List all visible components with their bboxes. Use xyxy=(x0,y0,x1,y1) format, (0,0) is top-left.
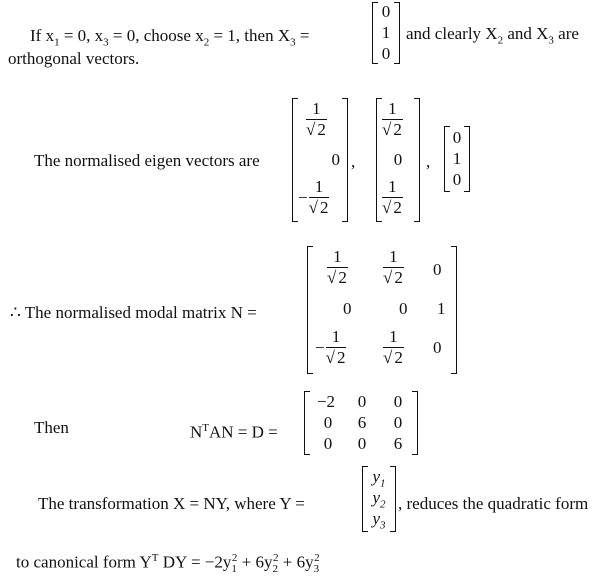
sub-2: 2 xyxy=(203,36,210,49)
ev3-entry-3: 0 xyxy=(452,170,462,189)
n-r2c3: 1 xyxy=(437,299,446,318)
ev2-entry-1: $\frac{1}{√ 2}$ xyxy=(382,99,402,139)
n-r1c1: $\frac{1}{√ 2}$ xyxy=(327,247,347,287)
canonical-form: to canonical form $Y^T$ DY = $-2y_1^2 + 6y_2^2 + 6y_3^2$ xyxy=(16,552,320,576)
ev1-entry-1: $\frac{1}{√ 2}$ xyxy=(306,99,326,139)
sub-x3: 3 xyxy=(290,36,296,49)
line-2-text: orthogonal vectors. xyxy=(8,49,140,68)
line-1-tail: and clearly $X_2$ and $X_3$ are xyxy=(406,24,579,47)
then-label: Then xyxy=(34,418,69,437)
n-r3c1: − $\frac{1}{√ 2}$ xyxy=(315,327,346,367)
ev2-entry-2: 0 xyxy=(393,150,403,169)
x3-entry-2: 1 xyxy=(381,23,391,42)
eigen-vector-3 xyxy=(444,126,470,192)
normalised-label: The normalised eigen vectors are xyxy=(34,151,260,170)
d-r2c2: 6 xyxy=(357,413,367,432)
d-r3c3: 6 xyxy=(393,434,403,453)
ev3-entry-2: 1 xyxy=(452,149,462,168)
n-r2c1: 0 xyxy=(343,299,352,318)
text-and-clearly: and clearly X xyxy=(406,24,498,43)
d-r3c1: 0 xyxy=(323,434,333,453)
transform-label: The transformation X = NY, where Y = xyxy=(38,494,305,513)
y-entry-1: $y_1$ xyxy=(372,467,386,490)
eigen-vector-2 xyxy=(376,98,420,222)
ev1-entry-3: − $\frac{1}{√ 2}$ xyxy=(298,177,329,217)
transform-tail: , reduces the quadratic form xyxy=(398,494,589,513)
text-if-x: If x xyxy=(30,26,55,45)
ev3-entry-1: 0 xyxy=(452,128,462,147)
ntan-label: $N^TAN = D$ = xyxy=(190,422,278,442)
eigen-vector-1 xyxy=(292,98,348,222)
d-r1c2: 0 xyxy=(357,392,367,411)
x3-entry-1: 0 xyxy=(381,2,391,21)
y-vector xyxy=(362,466,396,532)
n-r2c2: 0 xyxy=(399,299,408,318)
x3-vector xyxy=(372,2,400,64)
text-then-x: = 1, then X xyxy=(209,26,291,45)
sub-3: 3 xyxy=(103,36,109,49)
d-r2c3: 0 xyxy=(393,413,403,432)
x3-entry-3: 0 xyxy=(381,44,391,63)
comma-1: , xyxy=(351,152,356,171)
y-entry-2: $y_2$ xyxy=(372,488,386,511)
text-choose: = 0, choose x xyxy=(108,26,204,45)
d-r1c3: 0 xyxy=(393,392,403,411)
n-r3c2: $\frac{1}{√ 2}$ xyxy=(383,327,403,367)
text-equals: = xyxy=(295,26,310,45)
modal-matrix xyxy=(307,246,457,374)
n-r1c3: 0 xyxy=(433,260,442,279)
text-eq0-x: = 0, x xyxy=(59,26,104,45)
d-matrix xyxy=(304,391,418,455)
modal-label: ∴ The normalised modal matrix N = xyxy=(10,303,257,322)
d-r1c1: −2 xyxy=(316,392,336,411)
n-r3c3: 0 xyxy=(433,338,442,357)
y-entry-3: $y_3$ xyxy=(372,509,386,532)
n-r1c2: $\frac{1}{√ 2}$ xyxy=(383,247,403,287)
sub-1: 1 xyxy=(54,36,60,49)
ev2-entry-3: $\frac{1}{√ 2}$ xyxy=(382,177,402,217)
ev1-entry-2: 0 xyxy=(331,150,340,169)
d-r3c2: 0 xyxy=(357,434,367,453)
d-r2c1: 0 xyxy=(323,413,333,432)
comma-2: , xyxy=(426,152,431,171)
